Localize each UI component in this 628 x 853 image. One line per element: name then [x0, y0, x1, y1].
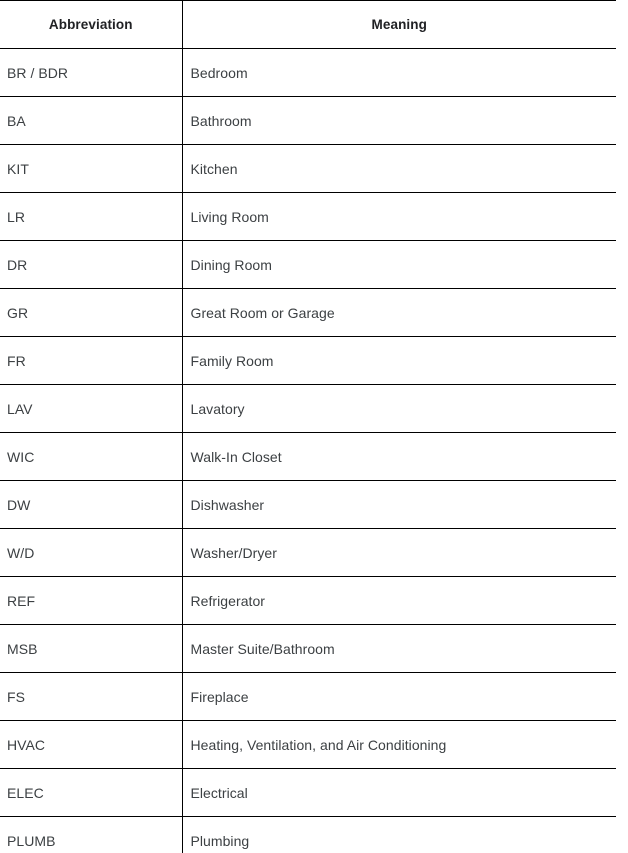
- cell-meaning: Bedroom: [182, 49, 616, 97]
- table-row: [0, 529, 616, 577]
- cell-abbreviation: FR: [0, 337, 182, 385]
- cell-meaning: Kitchen: [182, 145, 616, 193]
- table-row: [0, 481, 616, 529]
- cell-meaning: Fireplace: [182, 673, 616, 721]
- table-row: [0, 385, 616, 433]
- column-header-meaning: Meaning: [182, 1, 616, 49]
- table-row: [0, 289, 616, 337]
- table-body: [0, 49, 616, 853]
- cell-meaning: Lavatory: [182, 385, 616, 433]
- cell-meaning: Heating, Ventilation, and Air Conditioning: [182, 721, 616, 769]
- cell-abbreviation: BA: [0, 97, 182, 145]
- table-row: [0, 625, 616, 673]
- cell-abbreviation: PLUMB: [0, 817, 182, 853]
- table-row: [0, 97, 616, 145]
- cell-meaning: Family Room: [182, 337, 616, 385]
- cell-meaning: Great Room or Garage: [182, 289, 616, 337]
- cell-meaning: Electrical: [182, 769, 616, 817]
- cell-abbreviation: W/D: [0, 529, 182, 577]
- cell-abbreviation: WIC: [0, 433, 182, 481]
- table-header-row: [0, 1, 616, 49]
- cell-abbreviation: DW: [0, 481, 182, 529]
- table-row: [0, 145, 616, 193]
- cell-meaning: Dining Room: [182, 241, 616, 289]
- cell-meaning: Washer/Dryer: [182, 529, 616, 577]
- cell-abbreviation: MSB: [0, 625, 182, 673]
- cell-abbreviation: BR / BDR: [0, 49, 182, 97]
- table-row: [0, 49, 616, 97]
- table-row: [0, 721, 616, 769]
- table-row: [0, 769, 616, 817]
- cell-meaning: Living Room: [182, 193, 616, 241]
- table-row: [0, 241, 616, 289]
- cell-abbreviation: LR: [0, 193, 182, 241]
- cell-meaning: Master Suite/Bathroom: [182, 625, 616, 673]
- cell-abbreviation: FS: [0, 673, 182, 721]
- cell-abbreviation: ELEC: [0, 769, 182, 817]
- cell-abbreviation: KIT: [0, 145, 182, 193]
- cell-abbreviation: GR: [0, 289, 182, 337]
- column-header-abbreviation: Abbreviation: [0, 1, 182, 49]
- table-row: [0, 817, 616, 853]
- table-row: [0, 433, 616, 481]
- table-head: [0, 1, 616, 49]
- table-row: [0, 337, 616, 385]
- cell-meaning: Walk-In Closet: [182, 433, 616, 481]
- cell-abbreviation: REF: [0, 577, 182, 625]
- table-row: [0, 577, 616, 625]
- cell-meaning: Bathroom: [182, 97, 616, 145]
- table-row: [0, 673, 616, 721]
- cell-abbreviation: HVAC: [0, 721, 182, 769]
- table-row: [0, 193, 616, 241]
- cell-abbreviation: LAV: [0, 385, 182, 433]
- cell-meaning: Plumbing: [190, 832, 250, 849]
- cell-abbreviation: DR: [0, 241, 182, 289]
- cell-meaning: Dishwasher: [182, 481, 616, 529]
- cell-meaning: Refrigerator: [182, 577, 616, 625]
